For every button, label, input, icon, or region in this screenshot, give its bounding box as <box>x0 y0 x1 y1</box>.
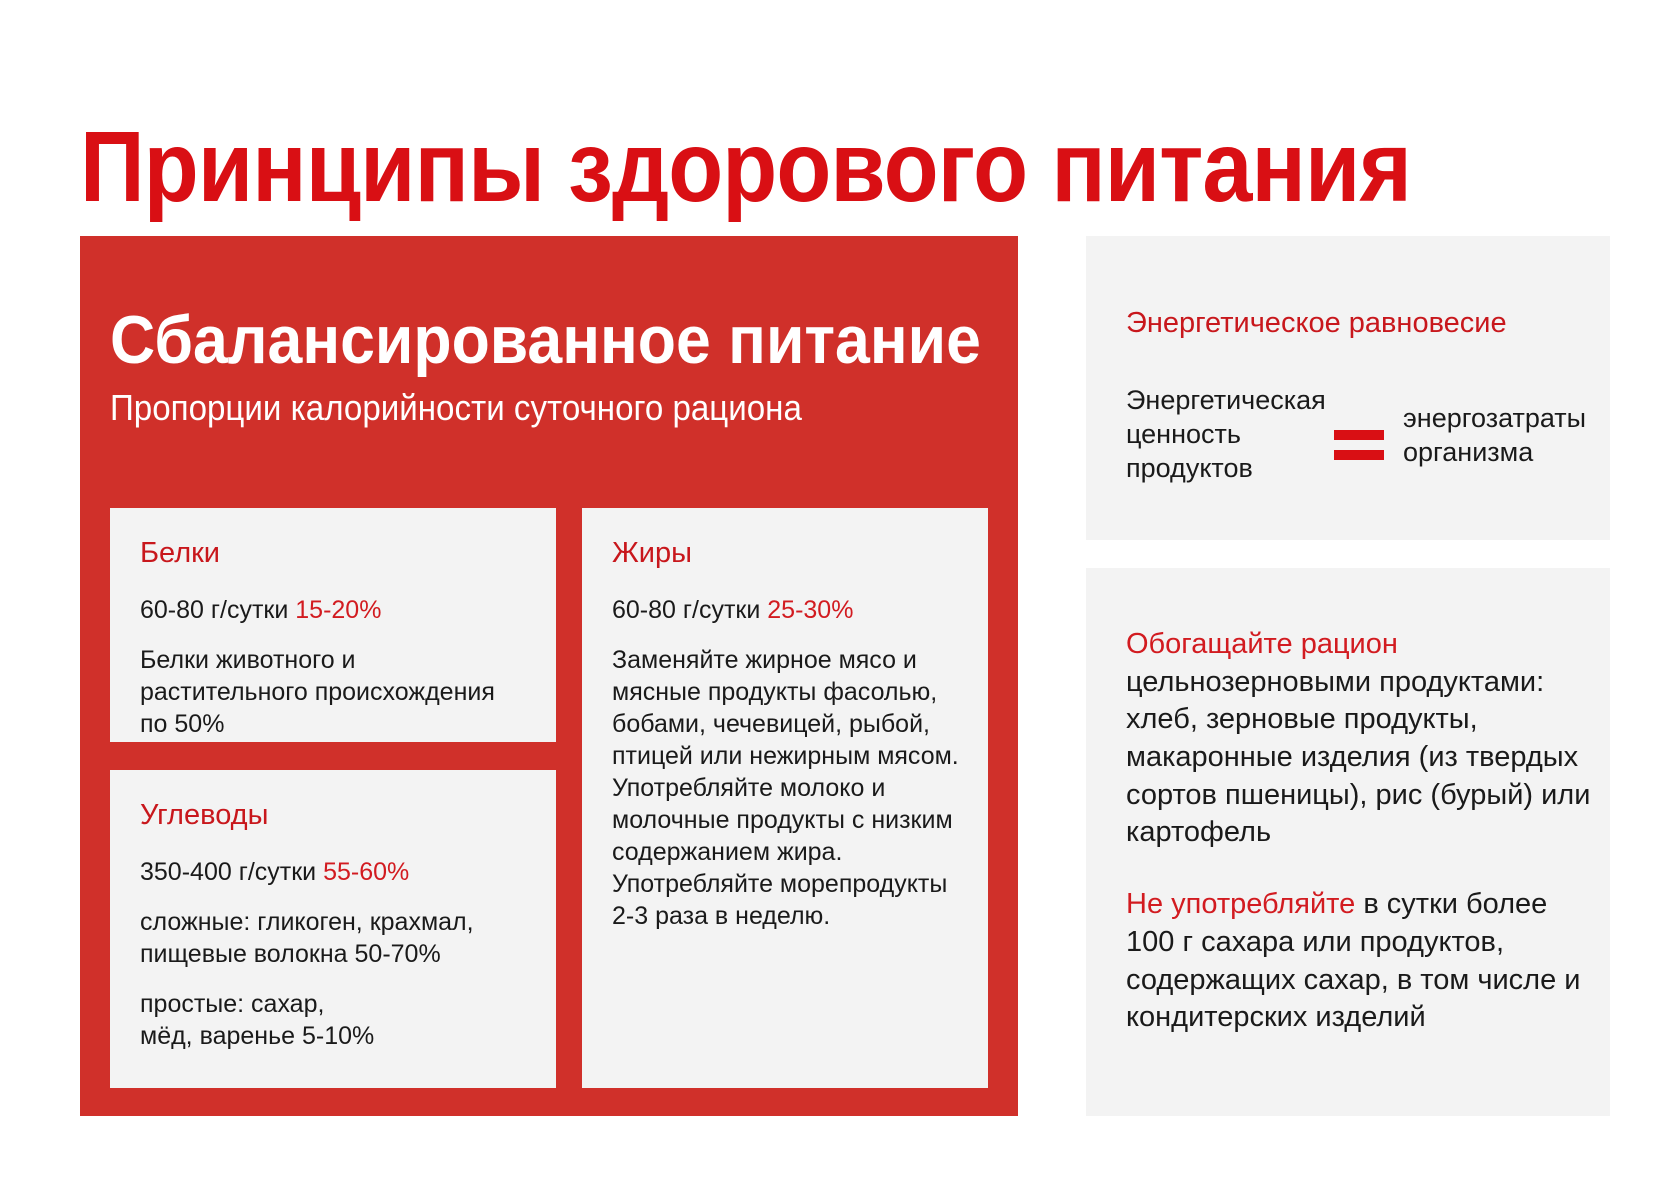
page-title: Принципы здорового питания <box>80 111 1412 223</box>
fats-title: Жиры <box>612 537 692 569</box>
carbs-amount-line <box>140 856 526 888</box>
fats-percent: 25-30% <box>767 595 854 624</box>
carbs-percent: 55-60% <box>323 857 410 886</box>
fats-note: Заменяйте жирное мясо и мясные продукты фасолью, бобами, чечевицей, рыбой, птицей или нежирным мясом. Употребляйте молоко и молочные продукты с низким содержанием жира. Употребляйте морепродукты 2-3 раза в неделю. <box>612 645 959 930</box>
avoid-block <box>1126 886 1596 1037</box>
enrich-block <box>1126 626 1596 852</box>
carbs-amount: 350-400 г/сутки <box>140 857 317 886</box>
fats-amount-line <box>612 594 958 626</box>
carbs-complex: сложные: гликоген, крахмал, пищевые волокна 50-70% <box>140 907 474 968</box>
avoid-body: в сутки более 100 г сахара или продуктов, содержащих сахар, в том числе и кондитерских изделий <box>1126 888 1581 1034</box>
balanced-nutrition-panel <box>80 236 1018 1116</box>
energy-right-text: энергозатраты организма <box>1403 403 1587 467</box>
balanced-subtitle: Пропорции калорийности суточного рациона <box>110 387 802 428</box>
proteins-card <box>110 508 556 742</box>
enrich-lead: Обогащайте рацион <box>1126 628 1398 660</box>
avoid-lead: Не употребляйте <box>1126 888 1356 921</box>
enrich-text <box>1126 626 1596 1071</box>
fats-card <box>582 508 988 1088</box>
carbs-title: Углеводы <box>140 799 269 831</box>
proteins-amount: 60-80 г/сутки <box>140 595 289 624</box>
proteins-percent: 15-20% <box>295 595 382 624</box>
fats-amount: 60-80 г/сутки <box>612 595 761 624</box>
enrich-body: цельнозерновыми продуктами: хлеб, зерновые продукты, макаронные изделия (из твердых сортов пшеницы), рис (бурый) или картофель <box>1126 665 1591 849</box>
proteins-note: Белки животного и растительного происхождения по 50% <box>140 645 495 738</box>
equals-icon <box>1334 426 1384 464</box>
energy-title: Энергетическое равновесие <box>1126 307 1507 339</box>
carbs-card <box>110 770 556 1088</box>
energy-balance-box <box>1086 236 1610 540</box>
energy-left-text: Энергетическая ценность продуктов <box>1126 385 1326 483</box>
proteins-amount-line <box>140 594 526 626</box>
carbs-simple: простые: сахар, мёд, варенье 5-10% <box>140 989 375 1050</box>
proteins-title: Белки <box>140 537 221 569</box>
enrich-diet-box <box>1086 568 1610 1116</box>
balanced-title: Сбалансированное питание <box>110 302 981 378</box>
